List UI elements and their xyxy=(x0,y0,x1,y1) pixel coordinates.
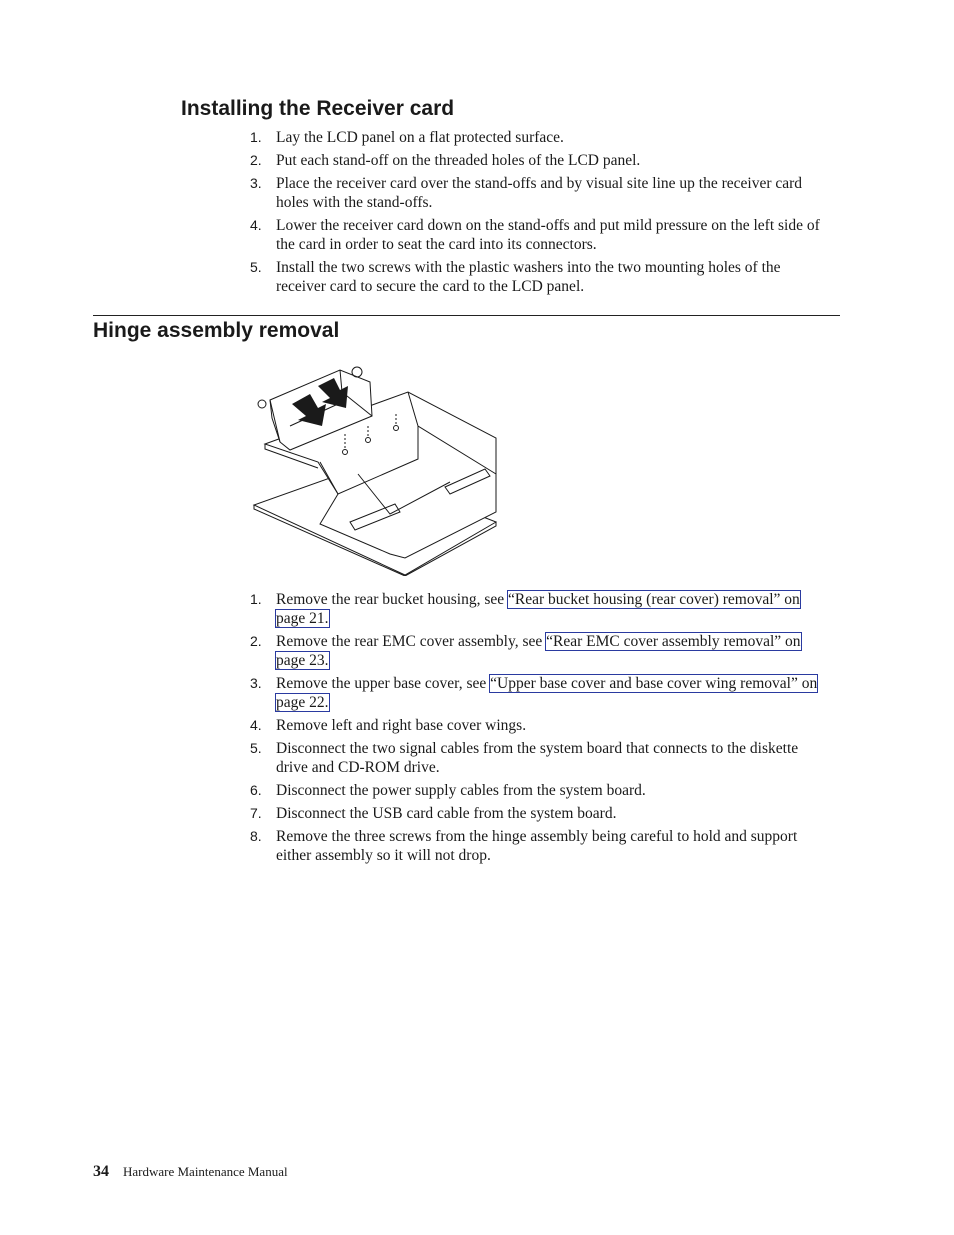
link-rear-emc-cover-removal[interactable]: “Rear EMC cover assembly removal” on page 23. xyxy=(276,633,801,669)
list-item xyxy=(250,804,832,823)
list-item xyxy=(250,128,832,147)
step-text: Lower the receiver card down on the stand-offs and put mild pressure on the left side of the card in order to seat the card into its connectors. xyxy=(276,217,820,253)
link-rear-bucket-housing-removal[interactable]: “Rear bucket housing (rear cover) removal” on page 21. xyxy=(276,591,800,627)
list-item xyxy=(250,674,832,712)
step-number: 1. xyxy=(250,591,262,607)
step-text: Remove the three screws from the hinge assembly being careful to hold and support either assembly so it will not drop. xyxy=(276,828,798,864)
step-text: Remove the rear bucket housing, see xyxy=(276,591,508,608)
step-text: Remove left and right base cover wings. xyxy=(276,717,527,734)
list-item xyxy=(250,151,832,170)
list-item xyxy=(250,174,832,212)
step-text: Lay the LCD panel on a flat protected surface. xyxy=(276,129,564,146)
step-text: Remove the upper base cover, see xyxy=(276,675,491,692)
step-number: 2. xyxy=(250,152,262,168)
list-item xyxy=(250,632,832,670)
list-item xyxy=(250,258,832,296)
step-number: 3. xyxy=(250,675,262,691)
list-item xyxy=(250,739,832,777)
step-number: 7. xyxy=(250,805,262,821)
step-number: 2. xyxy=(250,633,262,649)
page-number: 34 xyxy=(93,1163,109,1180)
list-item xyxy=(250,716,832,735)
hinge-removal-steps xyxy=(250,590,832,869)
step-number: 5. xyxy=(250,259,262,275)
step-text: Place the receiver card over the stand-offs and by visual site line up the receiver card holes with the stand-offs. xyxy=(276,175,803,211)
step-text: Disconnect the USB card cable from the system board. xyxy=(276,805,617,822)
list-item xyxy=(250,590,832,628)
step-number: 3. xyxy=(250,175,262,191)
step-text: Put each stand-off on the threaded holes of the LCD panel. xyxy=(276,152,641,169)
step-text: Install the two screws with the plastic washers into the two mounting holes of the receiver card to secure the card to the LCD panel. xyxy=(276,259,781,295)
step-number: 4. xyxy=(250,717,262,733)
list-item xyxy=(250,827,832,865)
manual-title: Hardware Maintenance Manual xyxy=(123,1164,288,1179)
section-divider xyxy=(93,315,840,316)
step-number: 4. xyxy=(250,217,262,233)
list-item xyxy=(250,781,832,800)
step-number: 8. xyxy=(250,828,262,844)
step-number: 1. xyxy=(250,129,262,145)
section-title-hinge-assembly-removal: Hinge assembly removal xyxy=(93,319,340,342)
receiver-card-steps xyxy=(250,128,832,300)
list-item xyxy=(250,216,832,254)
step-text: Disconnect the two signal cables from the system board that connects to the diskette drive and CD-ROM drive. xyxy=(276,740,799,776)
step-number: 5. xyxy=(250,740,262,756)
link-upper-base-cover-removal[interactable]: “Upper base cover and base cover wing removal” on page 22. xyxy=(276,675,818,711)
section-title-installing-receiver-card: Installing the Receiver card xyxy=(181,97,455,120)
step-number: 6. xyxy=(250,782,262,798)
step-text: Remove the rear EMC cover assembly, see xyxy=(276,633,547,650)
step-text: Disconnect the power supply cables from the system board. xyxy=(276,782,646,799)
hinge-assembly-illustration xyxy=(250,364,500,576)
page-footer xyxy=(93,1163,288,1181)
